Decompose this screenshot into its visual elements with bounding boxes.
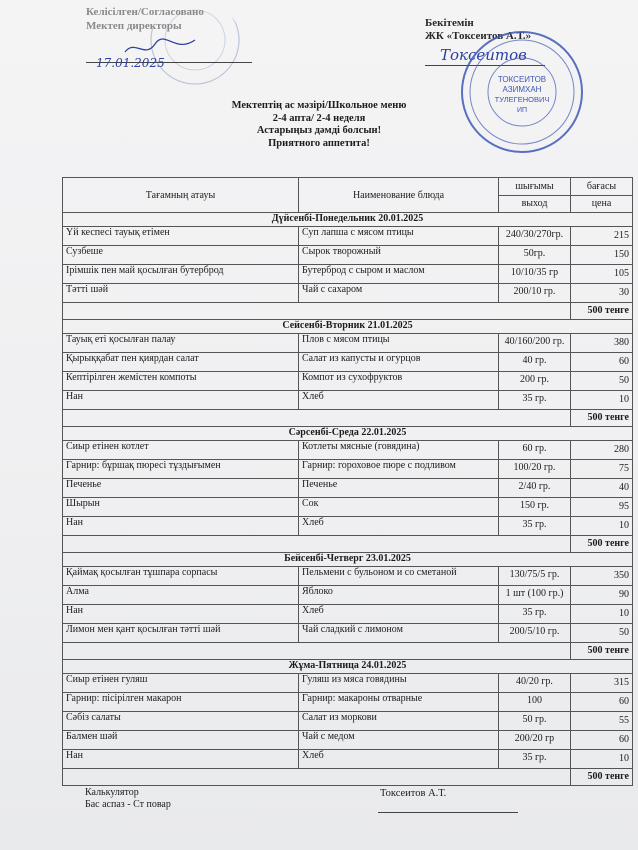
dish-yield: 240/30/270гр.	[499, 227, 571, 246]
dish-yield: 35 гр.	[499, 750, 571, 769]
day-title: Дүйсенбі-Понедельник 20.01.2025	[63, 213, 633, 227]
dish-price: 315	[571, 674, 633, 693]
dish-name-ru: Печенье	[299, 479, 499, 498]
dish-name-kz: Ірімшік пен май қосылған бутерброд	[63, 265, 299, 284]
dish-name-kz: Кептірілген жемістен компоты	[63, 372, 299, 391]
menu-item-row	[63, 712, 633, 731]
dish-yield: 40 гр.	[499, 353, 571, 372]
dish-name-ru: Сырок творожный	[299, 246, 499, 265]
dish-name-kz: Сәбіз салаты	[63, 712, 299, 731]
dish-name-kz: Алма	[63, 586, 299, 605]
day-total-row	[63, 769, 633, 786]
day-total-row	[63, 410, 633, 427]
day-total: 500 тенге	[571, 410, 633, 427]
dish-name-kz: Үй кеспесі тауық етімен	[63, 227, 299, 246]
title-line-2: 2-4 апта/ 2-4 неделя	[272, 112, 366, 124]
col-price-ru: цена	[571, 195, 633, 213]
menu-item-row	[63, 372, 633, 391]
day-title: Сейсенбі-Вторник 21.01.2025	[63, 320, 633, 334]
dish-price: 95	[571, 498, 633, 517]
day-total: 500 тенге	[571, 303, 633, 320]
total-spacer	[63, 410, 571, 427]
dish-yield: 1 шт (100 гр.)	[499, 586, 571, 605]
menu-item-row	[63, 750, 633, 769]
dish-name-ru: Хлеб	[299, 605, 499, 624]
day-title: Сәрсенбі-Среда 22.01.2025	[63, 427, 633, 441]
menu-item-row	[63, 284, 633, 303]
dish-yield: 40/160/200 гр.	[499, 334, 571, 353]
day-total-row	[63, 303, 633, 320]
dish-name-ru: Салат из капусты и огурцов	[299, 353, 499, 372]
dish-name-kz: Гарнир: пісірілген макарон	[63, 693, 299, 712]
calc-label: Калькулятор	[85, 787, 139, 798]
menu-item-row	[63, 731, 633, 750]
dish-price: 55	[571, 712, 633, 731]
dish-price: 380	[571, 334, 633, 353]
title-line-4: Приятного аппетита!	[268, 137, 370, 149]
menu-item-row	[63, 479, 633, 498]
dish-name-ru: Чай с медом	[299, 731, 499, 750]
dish-name-kz: Сиыр етінен котлет	[63, 441, 299, 460]
dish-name-ru: Котлеты мясные (говядина)	[299, 441, 499, 460]
dish-name-kz: Қырыққабат пен қиярдан салат	[63, 353, 299, 372]
svg-text:ИП: ИП	[516, 107, 528, 114]
dish-yield: 40/20 гр.	[499, 674, 571, 693]
menu-item-row	[63, 353, 633, 372]
day-total: 500 тенге	[571, 643, 633, 660]
menu-item-row	[63, 246, 633, 265]
total-spacer	[63, 536, 571, 553]
col-ru-name: Наименование блюда	[299, 178, 499, 213]
dish-name-ru: Бутерброд с сыром и маслом	[299, 265, 499, 284]
dish-yield: 100/20 гр.	[499, 460, 571, 479]
svg-text:АЗИМХАН: АЗИМХАН	[502, 85, 542, 94]
menu-title	[0, 100, 638, 150]
dish-price: 10	[571, 391, 633, 410]
dish-name-kz: Нан	[63, 750, 299, 769]
menu-item-row	[63, 227, 633, 246]
dish-name-ru: Чай с сахаром	[299, 284, 499, 303]
dish-price: 60	[571, 353, 633, 372]
dish-price: 50	[571, 372, 633, 391]
col-kz-name: Тағамның атауы	[63, 178, 299, 213]
dish-price: 10	[571, 750, 633, 769]
menu-item-row	[63, 674, 633, 693]
dish-name-kz: Лимон мен қант қосылған тәтті шәй	[63, 624, 299, 643]
menu-item-row	[63, 586, 633, 605]
svg-text:ТУЛЕГЕНОВИЧ: ТУЛЕГЕНОВИЧ	[494, 95, 550, 104]
dish-yield: 100	[499, 693, 571, 712]
day-header-row	[63, 553, 633, 567]
menu-item-row	[63, 334, 633, 353]
dish-yield: 35 гр.	[499, 517, 571, 536]
day-total-row	[63, 643, 633, 660]
col-yield-kz: шығымы	[499, 178, 571, 196]
dish-yield: 200/10 гр.	[499, 284, 571, 303]
approved-org: ЖК «Токсеитов А.Т.»	[425, 30, 532, 42]
dish-name-kz: Печенье	[63, 479, 299, 498]
menu-item-row	[63, 605, 633, 624]
dish-name-ru: Плов с мясом птицы	[299, 334, 499, 353]
dish-name-ru: Пельмени с бульоном и со сметаной	[299, 567, 499, 586]
dish-name-ru: Хлеб	[299, 391, 499, 410]
dish-name-kz: Сиыр етінен гуляш	[63, 674, 299, 693]
day-header-row	[63, 660, 633, 674]
approved-signature: Токсеитов	[440, 46, 527, 64]
dish-price: 30	[571, 284, 633, 303]
day-title: Жұма-Пятница 24.01.2025	[63, 660, 633, 674]
dish-name-ru: Гуляш из мяса говядины	[299, 674, 499, 693]
dish-name-kz: Тауық еті қосылған палау	[63, 334, 299, 353]
dish-name-kz: Қаймақ қосылған тұшпара сорпасы	[63, 567, 299, 586]
dish-price: 10	[571, 517, 633, 536]
dish-yield: 2/40 гр.	[499, 479, 571, 498]
cook-signature-line	[378, 812, 518, 813]
dish-price: 105	[571, 265, 633, 284]
day-header-row	[63, 427, 633, 441]
dish-price: 10	[571, 605, 633, 624]
menu-item-row	[63, 391, 633, 410]
title-line-1: Мектептің ас мәзірі/Школьное меню	[231, 100, 407, 111]
approved-label: Бекітемін	[425, 17, 474, 29]
dish-price: 60	[571, 693, 633, 712]
dish-name-kz: Балмен шәй	[63, 731, 299, 750]
day-header-row	[63, 320, 633, 334]
dish-yield: 130/75/5 гр.	[499, 567, 571, 586]
dish-yield: 35 гр.	[499, 391, 571, 410]
day-title: Бейсенбі-Четверг 23.01.2025	[63, 553, 633, 567]
dish-price: 90	[571, 586, 633, 605]
menu-item-row	[63, 517, 633, 536]
title-line-3: Астарыңыз дәмді болсын!	[256, 125, 382, 136]
dish-yield: 50 гр.	[499, 712, 571, 731]
dish-price: 215	[571, 227, 633, 246]
menu-item-row	[63, 693, 633, 712]
dish-yield: 200/5/10 гр.	[499, 624, 571, 643]
dish-yield: 60 гр.	[499, 441, 571, 460]
dish-price: 150	[571, 246, 633, 265]
agreed-date: 17.01.2025	[96, 56, 165, 70]
dish-yield: 35 гр.	[499, 605, 571, 624]
dish-name-kz: Нан	[63, 391, 299, 410]
agreed-label: Келісілген/Согласовано	[86, 6, 204, 18]
menu-item-row	[63, 265, 633, 284]
signer-name: Токсеитов А.Т.	[380, 788, 447, 799]
menu-item-row	[63, 441, 633, 460]
dish-name-kz: Шырын	[63, 498, 299, 517]
dish-price: 40	[571, 479, 633, 498]
dish-name-ru: Гарнир: гороховое пюре с подливом	[299, 460, 499, 479]
dish-name-kz: Сузбеше	[63, 246, 299, 265]
dish-name-ru: Салат из моркови	[299, 712, 499, 731]
dish-name-ru: Яблоко	[299, 586, 499, 605]
dish-price: 50	[571, 624, 633, 643]
menu-item-row	[63, 460, 633, 479]
dish-name-ru: Суп лапша с мясом птицы	[299, 227, 499, 246]
dish-price: 350	[571, 567, 633, 586]
menu-item-row	[63, 624, 633, 643]
dish-name-kz: Нан	[63, 605, 299, 624]
dish-name-ru: Чай сладкий с лимоном	[299, 624, 499, 643]
dish-yield: 50гр.	[499, 246, 571, 265]
dish-price: 60	[571, 731, 633, 750]
dish-name-kz: Тәтті шәй	[63, 284, 299, 303]
menu-body	[63, 213, 633, 786]
menu-item-row	[63, 498, 633, 517]
menu-item-row	[63, 567, 633, 586]
day-header-row	[63, 213, 633, 227]
total-spacer	[63, 769, 571, 786]
dish-name-ru: Гарнир: макароны отварные	[299, 693, 499, 712]
col-price-kz: бағасы	[571, 178, 633, 196]
dish-name-ru: Компот из сухофруктов	[299, 372, 499, 391]
dish-yield: 200 гр.	[499, 372, 571, 391]
director-label: Мектеп директоры	[86, 20, 182, 32]
dish-name-kz: Нан	[63, 517, 299, 536]
dish-name-ru: Хлеб	[299, 750, 499, 769]
total-spacer	[63, 303, 571, 320]
dish-price: 75	[571, 460, 633, 479]
day-total-row	[63, 536, 633, 553]
svg-text:ТОКСЕИТОВ: ТОКСЕИТОВ	[497, 75, 547, 84]
col-yield-ru: выход	[499, 195, 571, 213]
cook-label: Бас аспаз - Ст повар	[85, 799, 171, 810]
dish-yield: 150 гр.	[499, 498, 571, 517]
day-total: 500 тенге	[571, 769, 633, 786]
dish-name-ru: Хлеб	[299, 517, 499, 536]
dish-price: 280	[571, 441, 633, 460]
dish-name-ru: Сок	[299, 498, 499, 517]
day-total: 500 тенге	[571, 536, 633, 553]
menu-table	[62, 177, 633, 786]
dish-yield: 200/20 гр	[499, 731, 571, 750]
dish-yield: 10/10/35 гр	[499, 265, 571, 284]
dish-name-kz: Гарнир: бұршақ пюресі тұздығымен	[63, 460, 299, 479]
total-spacer	[63, 643, 571, 660]
